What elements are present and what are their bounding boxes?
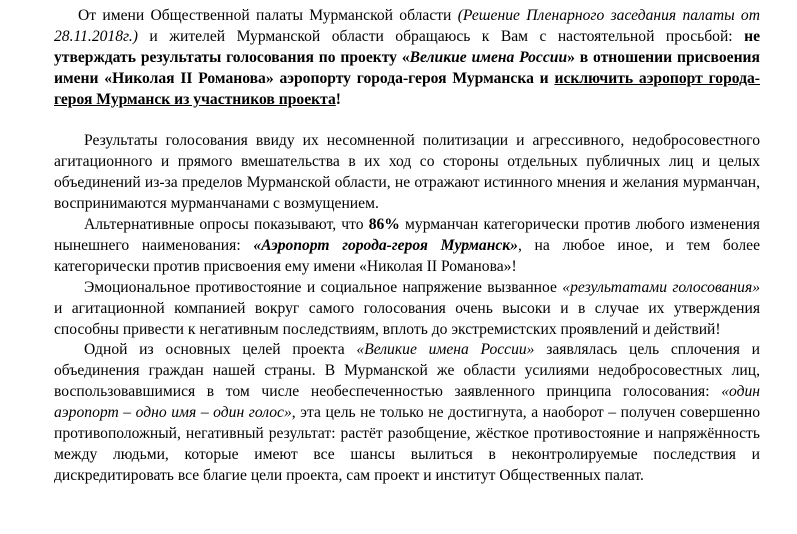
request-bold-text: » в отношении присвоения имени «Николая II Романова» аэропорту города-героя Мурманска и: [54, 48, 760, 87]
request-bold-text: не утверждать результаты голосования по проекту «: [54, 27, 760, 66]
text-segment: и агитационной компанией вокруг самого голосования очень высоки и в случае их утверждения способны привести к негативным последствиям, вплоть до экстремистских проявлений и действий!: [54, 299, 760, 338]
project-name: «Великие имена России»: [356, 341, 535, 359]
text-segment: От имени Общественной палаты Мурманской области: [78, 7, 458, 24]
text-segment: Эмоциональное противостояние и социальное напряжение вызванное: [84, 278, 563, 296]
paragraph-appeal: [54, 6, 760, 111]
text-segment: Одной из основных целей проекта: [84, 341, 357, 359]
text-segment: Альтернативные опросы показывают, что: [84, 216, 369, 234]
percentage-value: 86%: [368, 216, 400, 234]
paragraph-goals: [54, 340, 760, 486]
paragraph-gap: [54, 111, 760, 132]
quoted-italic-text: «результатами голосования»: [562, 278, 760, 296]
text-segment: !: [335, 90, 341, 108]
text-segment: Результаты голосования ввиду их несомненной политизации и агрессивного, недобросовестного агитационного и прямого вмешательства в их ход со стороны отдельных публичных лиц и целых объединений из-за пределов Мурманской области, не отражают истинного мнения и желания мурманчан, воспринимаются мурманчанами с возмущением.: [54, 132, 760, 213]
text-segment: заявлялась цель сплочения и объединения граждан нашей страны. В Мурманской же области усилиями недобросовестных лиц, воспользовавшимися в том числе необеспеченностью заявленного принципа голосования:: [54, 341, 760, 401]
request-underlined-text: исключить аэропорт города-героя Мурманск из участников проекта: [54, 69, 760, 108]
paragraph-results: [54, 131, 760, 215]
text-segment: , эта цель не только не достигнута, а наоборот – получен совершенно противоположный, негативный результат: растёт разобщение, жёсткое противостояние и напряжённость между людьми, которые имеют все шансы вылиться в неконтролируемые последствия и дискредитировать все благие цели проекта, сам проект и институт Общественных палат.: [54, 404, 761, 484]
decision-reference: (Решение Пленарного заседания палаты от 28.11.2018г.): [54, 7, 760, 45]
paragraph-tension: [54, 278, 760, 341]
text-segment: , на любое иное, и тем более категорически против присвоения ему имени «Николая II Романова»!: [54, 236, 760, 275]
text-segment: и жителей Мурманской области обращаюсь к Вам с настоятельной просьбой:: [137, 27, 745, 45]
airport-name: «Аэропорт города-героя Мурманск»: [253, 236, 518, 254]
text-segment: мурманчан категорически против любого изменения нынешнего наименования:: [54, 216, 760, 254]
project-name: Великие имена России: [409, 48, 568, 66]
paragraph-polls: [54, 215, 760, 278]
voting-principle: «один аэропорт – одно имя – один голос»: [54, 383, 760, 422]
